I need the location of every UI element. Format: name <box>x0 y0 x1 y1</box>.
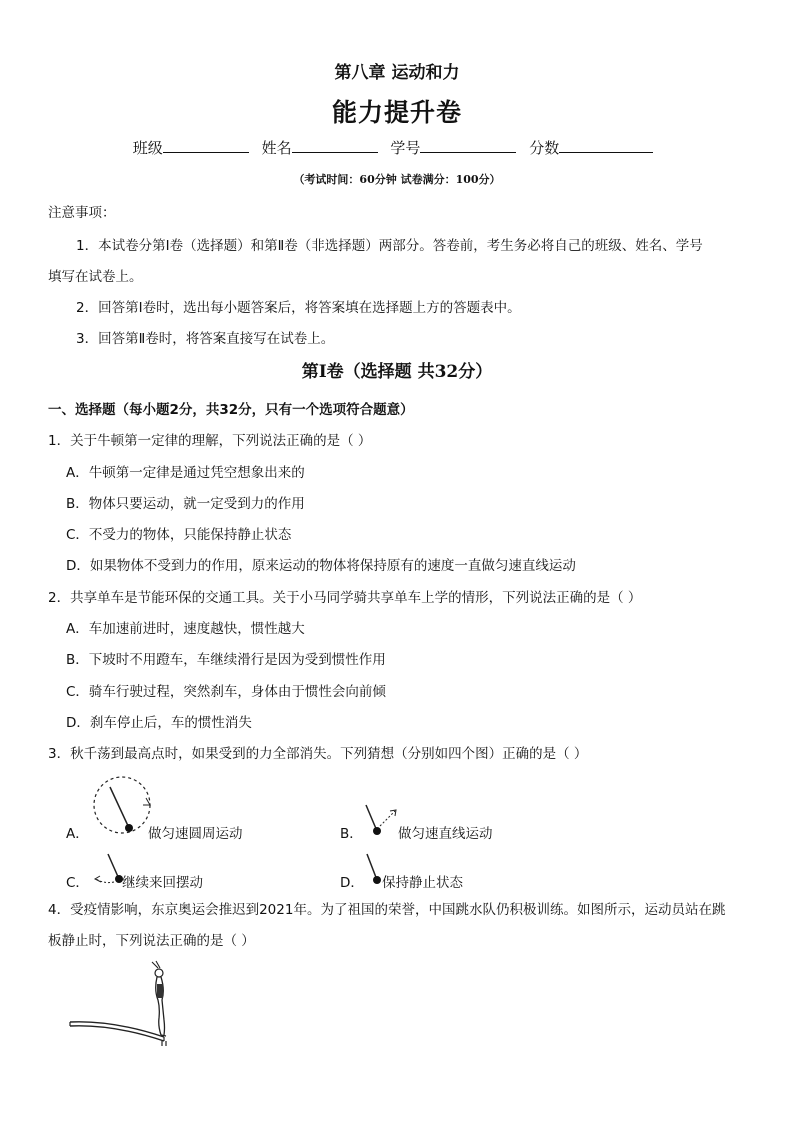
question-2-option-d: D．刹车停止后，车的惯性消失 <box>66 715 252 731</box>
student-info-row <box>0 137 794 158</box>
student-id-label: 学号 <box>390 139 421 157</box>
question-2-option-a: A．车加速前进时，速度越快，惯性越大 <box>66 621 305 637</box>
question-3-option-b-text: 做匀速直线运动 <box>398 826 493 842</box>
question-1-option-c: C．不受力的物体，只能保持静止状态 <box>66 527 292 543</box>
question-1-option-d: D．如果物体不受到力的作用，原来运动的物体将保持原有的速度一直做匀速直线运动 <box>66 558 576 574</box>
question-3-option-c-text: 继续来回摆动 <box>122 875 203 891</box>
swinging-motion-figure <box>92 852 126 888</box>
student-id-blank[interactable] <box>420 137 516 153</box>
score-label: 分数 <box>529 139 560 157</box>
question-4-stem-line-1: 4．受疫情影响，东京奥运会推迟到2021年。为了祖国的荣誉，中国跳水队仍积极训练。如图所示，运动员站在跳 <box>48 902 726 918</box>
notes-heading: 注意事项： <box>48 205 116 221</box>
circular-motion-figure <box>88 775 154 839</box>
part-title: 一、选择题（每小题2分，共32分，只有一个选项符合题意） <box>48 402 414 418</box>
question-2-option-b: B．下坡时不用蹬车，车继续滑行是因为受到惯性作用 <box>66 652 386 668</box>
straight-line-motion-figure <box>364 803 400 839</box>
exam-info: （考试时间：60分钟 试卷满分：100分） <box>293 173 501 186</box>
paper-title: 能力提升卷 <box>331 98 462 127</box>
note-item-2: 2．回答第Ⅰ卷时，选出每小题答案后，将答案填在选择题上方的答题表中。 <box>76 300 521 316</box>
name-label: 姓名 <box>261 139 292 157</box>
question-2-option-c: C．骑车行驶过程，突然刹车，身体由于惯性会向前倾 <box>66 684 386 700</box>
question-2-stem: 2．共享单车是节能环保的交通工具。关于小马同学骑共享单车上学的情形，下列说法正确的是（ ） <box>48 590 642 606</box>
question-3-option-b-letter: B． <box>340 826 363 842</box>
section-title: 第Ⅰ卷（选择题 共32分） <box>301 362 493 382</box>
note-item-1-cont: 填写在试卷上。 <box>48 269 143 285</box>
question-1-stem: 1．关于牛顿第一定律的理解，下列说法正确的是（ ） <box>48 433 372 449</box>
question-3-option-a-text: 做匀速圆周运动 <box>148 826 243 842</box>
question-4-stem-line-2: 板静止时，下列说法正确的是（ ） <box>48 933 255 949</box>
note-item-3: 3．回答第Ⅱ卷时，将答案直接写在试卷上。 <box>76 331 335 347</box>
question-3-option-a-letter: A． <box>66 826 89 842</box>
score-blank[interactable] <box>559 137 653 153</box>
question-1-option-b: B．物体只要运动，就一定受到力的作用 <box>66 496 305 512</box>
question-3-option-d-text: 保持静止状态 <box>382 875 463 891</box>
question-1-option-a: A．牛顿第一定律是通过凭空想象出来的 <box>66 465 305 481</box>
class-label: 班级 <box>132 139 163 157</box>
question-3-option-c-letter: C． <box>66 875 89 891</box>
chapter-title: 第八章 运动和力 <box>334 63 460 83</box>
question-3-stem: 3．秋千荡到最高点时，如果受到的力全部消失。下列猜想（分别如四个图）正确的是（ ） <box>48 746 588 762</box>
class-blank[interactable] <box>163 137 249 153</box>
note-item-1: 1．本试卷分第Ⅰ卷（选择题）和第Ⅱ卷（非选择题）两部分。答卷前，考生务必将自己的班级、姓名、学号 <box>76 238 703 254</box>
name-blank[interactable] <box>292 137 378 153</box>
diving-board-figure <box>68 960 174 1048</box>
question-3-option-d-letter: D． <box>340 875 364 891</box>
